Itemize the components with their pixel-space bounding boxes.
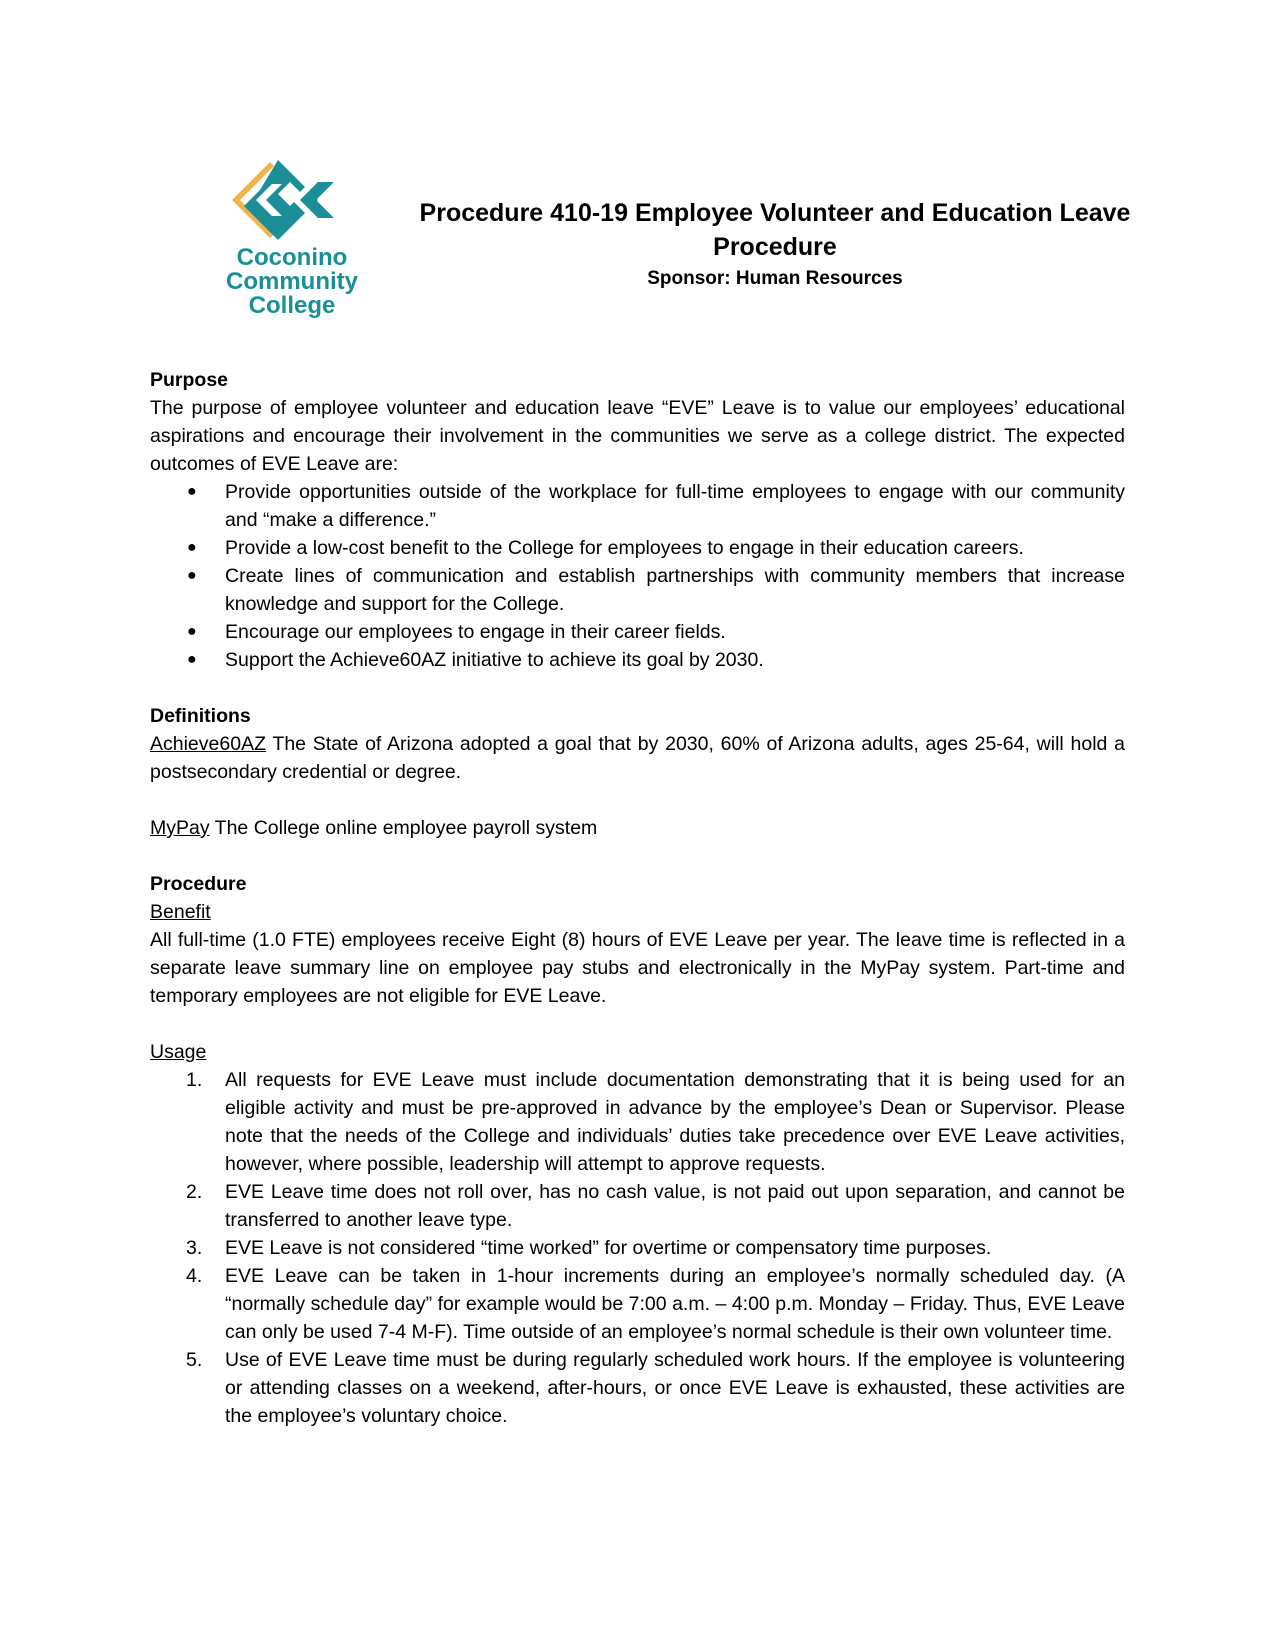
sponsor-line: Sponsor: Human Resources (647, 268, 903, 289)
purpose-outcomes-list (150, 478, 1125, 674)
document-body (150, 366, 1125, 1430)
list-item (150, 1346, 1125, 1430)
list-item (150, 646, 1125, 674)
list-item (150, 618, 1125, 646)
list-item-text: EVE Leave time does not roll over, has no cash value, is not paid out upon separation, and cannot be transferred to another leave type. (225, 1181, 1125, 1231)
procedure-heading: Procedure (150, 873, 247, 895)
bullet-icon: ● (187, 651, 197, 668)
definition-achieve60az (150, 730, 1125, 786)
chevron-logo-icon (230, 160, 354, 244)
logo-line-3: College (248, 292, 336, 319)
definition-mypay (150, 814, 1125, 842)
usage-list (150, 1066, 1125, 1430)
bullet-icon: ● (187, 539, 197, 556)
list-item (150, 1234, 1125, 1262)
definition-term: MyPay (150, 817, 210, 839)
title-block (410, 196, 1140, 292)
definition-term: Achieve60AZ (150, 733, 266, 755)
list-number: 4. (186, 1265, 203, 1287)
list-item (150, 562, 1125, 618)
list-item (150, 1178, 1125, 1234)
list-item-text: EVE Leave is not considered “time worked” for overtime or compensatory time purposes. (225, 1237, 992, 1259)
bullet-icon: ● (187, 567, 197, 584)
list-item-text: Provide opportunities outside of the workplace for full-time employees to engage with our community and “make a difference.” (225, 481, 1125, 531)
list-item-text: EVE Leave can be taken in 1-hour increments during an employee’s normally scheduled day. (A “normally schedule day” for example would be 7:00 a.m. – 4:00 p.m. Monday – Friday. Thus, EVE Leave can only be used 7-4 M-F). Time outside of an employee’s normal schedule is their own volunteer time. (225, 1265, 1125, 1343)
usage-subheading: Usage (150, 1041, 207, 1063)
benefit-subheading: Benefit (150, 901, 211, 923)
logo-wordmark (212, 246, 372, 318)
list-item-text: Provide a low-cost benefit to the College for employees to engage in their education careers. (225, 537, 1024, 559)
list-item-text: Support the Achieve60AZ initiative to achieve its goal by 2030. (225, 649, 764, 671)
bullet-icon: ● (187, 483, 197, 500)
list-item (150, 478, 1125, 534)
list-item (150, 1066, 1125, 1178)
list-number: 3. (186, 1237, 203, 1259)
list-item-text: Create lines of communication and establish partnerships with community members that increase knowledge and support for the College. (225, 565, 1125, 615)
list-number: 2. (186, 1181, 203, 1203)
list-number: 1. (186, 1069, 203, 1091)
purpose-text: The purpose of employee volunteer and education leave “EVE” Leave is to value our employees’ educational aspirations and encourage their involvement in the communities we serve as a college district. The expected outcomes of EVE Leave are: (150, 397, 1125, 475)
document-title-line-1: Procedure 410-19 Employee Volunteer and Education Leave (419, 199, 1131, 227)
logo-line-1: Coconino (236, 244, 348, 271)
purpose-heading: Purpose (150, 369, 229, 391)
document-title-line-2: Procedure (713, 233, 837, 261)
list-item-text: Use of EVE Leave time must be during regularly scheduled work hours. If the employee is volunteering or attending classes on a weekend, after-hours, or once EVE Leave is exhausted, these activities are the employee’s voluntary choice. (225, 1349, 1125, 1427)
definitions-heading: Definitions (150, 705, 251, 727)
list-number: 5. (186, 1349, 203, 1371)
benefit-text: All full-time (1.0 FTE) employees receive Eight (8) hours of EVE Leave per year. The leave time is reflected in a separate leave summary line on employee pay stubs and electronically in the MyPay system. Part-time and temporary employees are not eligible for EVE Leave. (150, 929, 1125, 1007)
list-item (150, 1262, 1125, 1346)
college-logo (212, 160, 372, 325)
logo-line-2: Community (226, 268, 358, 295)
list-item-text: All requests for EVE Leave must include documentation demonstrating that it is being used for an eligible activity and must be pre-approved in advance by the employee’s Dean or Supervisor. Please note that the needs of the College and individuals’ duties take precedence over EVE Leave activities, however, where possible, leadership will attempt to approve requests. (225, 1069, 1125, 1175)
definition-text: The State of Arizona adopted a goal that by 2030, 60% of Arizona adults, ages 25-64, will hold a postsecondary credential or degree. (150, 733, 1125, 783)
bullet-icon: ● (187, 623, 197, 640)
list-item (150, 534, 1125, 562)
list-item-text: Encourage our employees to engage in their career fields. (225, 621, 726, 643)
definition-text: The College online employee payroll system (209, 817, 598, 839)
